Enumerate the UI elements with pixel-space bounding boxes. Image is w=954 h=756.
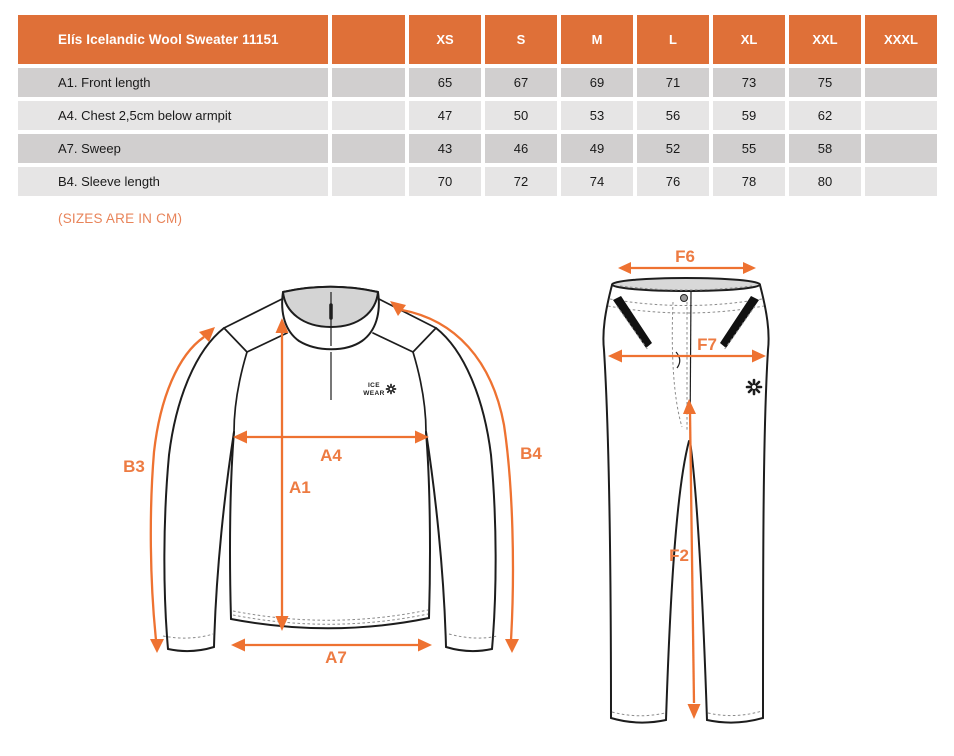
pants-fly-hook-stitch	[676, 352, 680, 368]
measurement-value-cell: 74	[561, 167, 633, 196]
sweater-logo	[363, 382, 395, 397]
measurement-value-cell	[865, 68, 937, 97]
measurement-value-cell: 56	[637, 101, 709, 130]
measurement-value-cell: 75	[789, 68, 861, 97]
measurement-row-label: B4. Sleeve length	[18, 167, 328, 196]
measurement-value-cell: 55	[713, 134, 785, 163]
size-header-xl: XL	[713, 15, 785, 64]
sweater-left-cuff	[168, 647, 214, 651]
row-blank-cell	[332, 134, 405, 163]
measurement-value-cell: 78	[713, 167, 785, 196]
measurement-value-cell	[865, 101, 937, 130]
measurement-row-label: A7. Sweep	[18, 134, 328, 163]
measurement-value-cell: 59	[713, 101, 785, 130]
table-title: Elís Icelandic Wool Sweater 11151	[18, 15, 328, 64]
pants-snowflake-icon	[747, 380, 761, 394]
size-header-xxl: XXL	[789, 15, 861, 64]
pants-arrow-f7	[608, 350, 766, 363]
sweater-label-b3: B3	[123, 457, 145, 476]
pants-fly-stitch-left	[672, 302, 682, 427]
sweater-arrows	[123, 301, 542, 667]
sweater-logo-snowflake-icon	[387, 385, 396, 394]
measurement-value-cell: 69	[561, 68, 633, 97]
size-header-xs: XS	[409, 15, 481, 64]
header-blank-cell	[332, 15, 405, 64]
sizes-note: (SIZES ARE IN CM)	[58, 211, 183, 226]
sweater-left-raglan-seam	[234, 352, 247, 432]
sweater-logo-text-wear: WEAR	[363, 390, 385, 397]
sweater-drawing	[163, 287, 497, 651]
measurement-value-cell: 67	[485, 68, 557, 97]
pants-right-outer-seam	[760, 285, 769, 718]
sweater-left-cuff-stitch	[163, 634, 213, 638]
sweater-logo-text-ice: ICE	[367, 382, 381, 389]
sweater-right-cuff	[446, 647, 492, 651]
measurement-value-cell: 70	[409, 167, 481, 196]
pants-waist-opening	[612, 278, 760, 291]
sweater-arrow-a4	[233, 431, 429, 444]
measurement-value-cell: 73	[713, 68, 785, 97]
pants-left-pocket-stitch	[617, 306, 648, 350]
sweater-left-shoulder-seam	[224, 299, 287, 352]
sweater-label-b4: B4	[520, 444, 542, 463]
pants-left-outer-seam	[603, 285, 612, 718]
measurement-value-cell	[865, 134, 937, 163]
size-header-s: S	[485, 15, 557, 64]
sweater-right-raglan-seam	[413, 352, 426, 432]
pants-right-hem-stitch	[708, 711, 762, 716]
measurement-value-cell: 76	[637, 167, 709, 196]
size-header-xxxl: XXXL	[865, 15, 937, 64]
pants-label-f7: F7	[697, 335, 717, 354]
measurement-value-cell: 43	[409, 134, 481, 163]
pants-left-inseam	[666, 441, 689, 720]
sweater-label-a1: A1	[289, 478, 311, 497]
measurement-value-cell: 62	[789, 101, 861, 130]
measurement-diagram	[0, 240, 954, 756]
pants-label-f6: F6	[675, 247, 695, 266]
sweater-arrow-b3	[150, 327, 215, 653]
row-blank-cell	[332, 101, 405, 130]
size-header-l: L	[637, 15, 709, 64]
measurement-row-label: A4. Chest 2,5cm below armpit	[18, 101, 328, 130]
row-blank-cell	[332, 167, 405, 196]
measurement-value-cell: 47	[409, 101, 481, 130]
pants-left-hem	[611, 718, 666, 723]
pants-right-pocket-stitch	[724, 306, 755, 350]
sweater-arrow-a1	[276, 318, 289, 631]
measurement-value-cell: 58	[789, 134, 861, 163]
measurement-value-cell	[865, 167, 937, 196]
pants-left-hem-stitch	[612, 712, 665, 716]
pants-right-hem	[707, 718, 763, 723]
sweater-arrow-b4	[390, 301, 519, 653]
row-blank-cell	[332, 68, 405, 97]
measurement-row-label: A1. Front length	[18, 68, 328, 97]
sweater-right-cuff-stitch	[449, 634, 497, 638]
size-table	[18, 15, 937, 196]
measurement-value-cell: 50	[485, 101, 557, 130]
measurement-value-cell: 80	[789, 167, 861, 196]
measurement-value-cell: 72	[485, 167, 557, 196]
measurement-value-cell: 65	[409, 68, 481, 97]
pants-button	[681, 295, 688, 302]
measurement-value-cell: 49	[561, 134, 633, 163]
sweater-label-a4: A4	[320, 446, 342, 465]
measurement-value-cell: 52	[637, 134, 709, 163]
sweater-label-a7: A7	[325, 648, 347, 667]
measurement-value-cell: 71	[637, 68, 709, 97]
measurement-value-cell: 53	[561, 101, 633, 130]
pants-drawing	[603, 278, 768, 723]
measurement-value-cell: 46	[485, 134, 557, 163]
pants-label-f2: F2	[669, 546, 689, 565]
size-header-m: M	[561, 15, 633, 64]
